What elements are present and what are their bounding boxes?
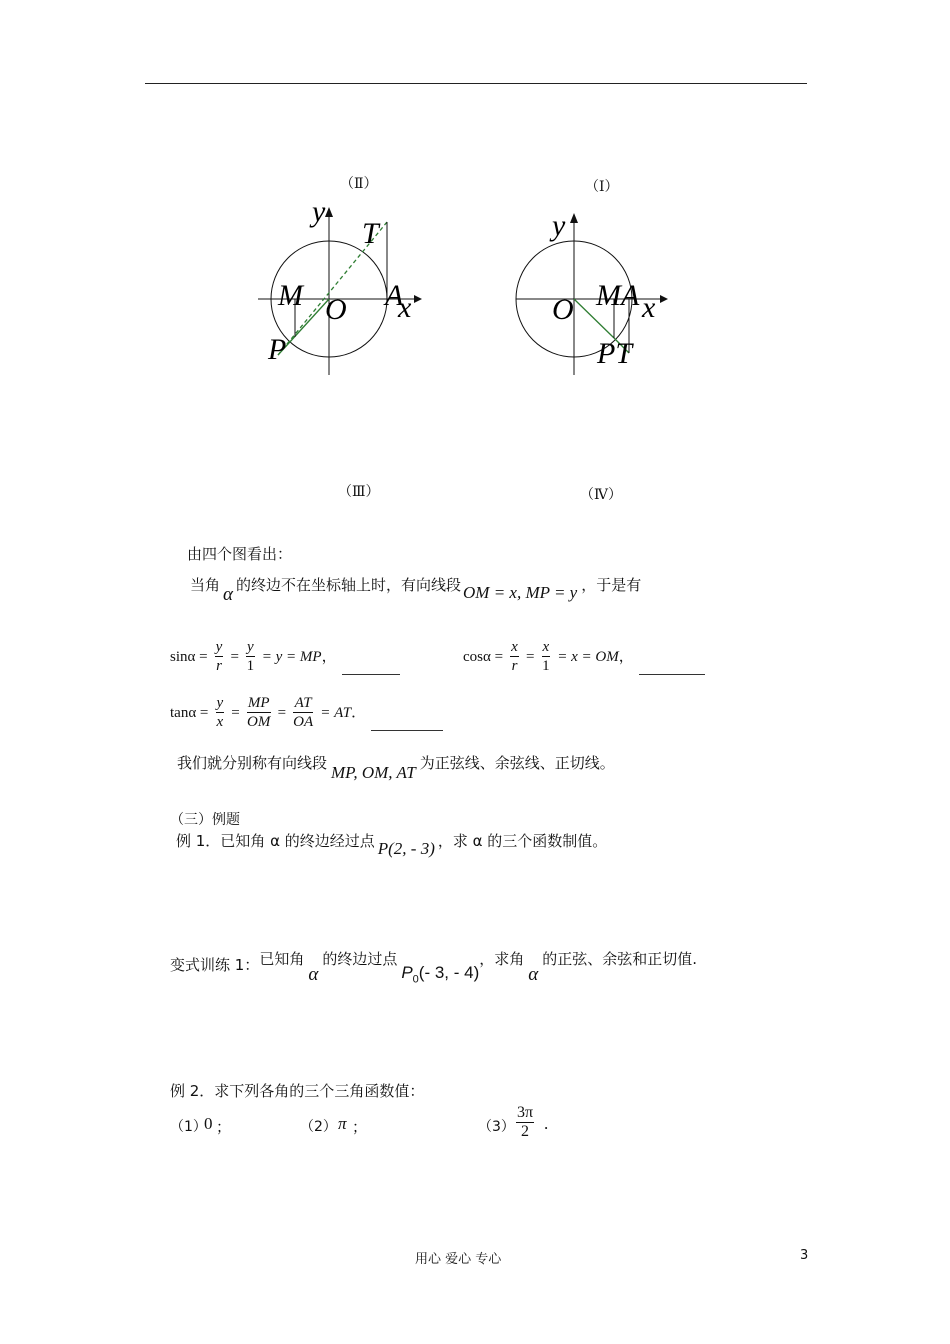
figure-caption-1: （Ⅰ） bbox=[585, 179, 619, 195]
example-2-item-1-label: （1） bbox=[170, 1119, 207, 1135]
tan-tail: = AT bbox=[320, 705, 352, 721]
sin-frac-2 bbox=[246, 638, 255, 675]
label-A: A bbox=[385, 279, 404, 312]
tan-frac-3-den: OA bbox=[293, 714, 314, 730]
cos-tail: = x = OM bbox=[557, 649, 619, 665]
variant-1-point-P: P bbox=[401, 963, 413, 982]
example-2-item-2-value: π bbox=[338, 1114, 347, 1133]
variant-1-alpha-2: α bbox=[528, 964, 539, 985]
variant-1-text-2: 的终边过点 bbox=[322, 950, 398, 968]
tan-eq-1: = bbox=[231, 705, 240, 721]
example-2-item-1-semicolon: ； bbox=[216, 1118, 232, 1136]
label-MA: MA bbox=[596, 279, 640, 312]
example-2-heading: 例 2．求下列各角的三个三角函数值： bbox=[170, 1082, 425, 1100]
y-axis-arrow bbox=[325, 207, 333, 217]
when-middle: 的终边不在坐标轴上时，有向线段 bbox=[236, 576, 462, 594]
example-1-prefix: 例 1．已知角 α 的终边经过点 bbox=[176, 832, 375, 850]
variant-1-point-coords: (- 3, - 4) bbox=[418, 963, 480, 982]
sin-frac-1 bbox=[215, 638, 224, 675]
example-2-item-1-value: 0 bbox=[204, 1114, 213, 1133]
label-PT: PT bbox=[597, 337, 633, 370]
sin-blank bbox=[342, 660, 400, 675]
example-2-item-2-label: （2） bbox=[300, 1119, 337, 1135]
example-1-suffix: ，求 α 的三个函数制值。 bbox=[437, 832, 608, 850]
sin-frac-2-num: y bbox=[247, 639, 254, 655]
tan-frac-1-den: x bbox=[216, 714, 224, 730]
example-2-item-3-fraction bbox=[516, 1104, 534, 1141]
variant-1-text-3: ，求角 bbox=[479, 950, 525, 968]
cos-eq: = bbox=[525, 649, 535, 665]
cos-frac-1-den: r bbox=[511, 658, 518, 674]
tan-frac-2 bbox=[247, 694, 271, 731]
label-P: P bbox=[268, 333, 287, 366]
label-M: M bbox=[278, 279, 303, 312]
example-2-item-3-label: （3） bbox=[478, 1119, 515, 1135]
naming-suffix: 为正弦线、余弦线、正切线。 bbox=[419, 754, 615, 772]
figure-caption-3: （Ⅲ） bbox=[338, 484, 380, 500]
variant-1-text-1: 已知角 bbox=[259, 950, 305, 968]
examples-heading: （三）例题 bbox=[170, 812, 240, 828]
cos-formula bbox=[463, 638, 705, 675]
example-2-item-3-dot: . bbox=[544, 1114, 549, 1133]
tan-frac-2-num: MP bbox=[247, 695, 270, 711]
example-2-item-2-semicolon: ； bbox=[352, 1118, 368, 1136]
cos-frac-1 bbox=[510, 638, 519, 675]
example-2-item-3-num: 3π bbox=[517, 1104, 534, 1121]
example-2-items bbox=[170, 1104, 590, 1148]
tan-lead: tanα = bbox=[170, 705, 209, 721]
example-2-item-3-den: 2 bbox=[521, 1123, 530, 1140]
variant-1-point bbox=[401, 963, 480, 986]
figure-caption-4: （Ⅳ） bbox=[580, 487, 622, 503]
label-x: x bbox=[398, 291, 412, 324]
sin-frac-1-den: r bbox=[216, 658, 222, 674]
when-math: OM = x, MP = y bbox=[463, 583, 578, 602]
tan-frac-1 bbox=[216, 694, 225, 731]
tan-dot: ． bbox=[351, 703, 367, 721]
sin-frac-2-den: 1 bbox=[246, 658, 255, 674]
tan-frac-2-den: OM bbox=[247, 714, 271, 730]
footer-text: 用心 爱心 专心 bbox=[415, 1252, 502, 1267]
x-axis-arrow bbox=[660, 295, 668, 303]
sin-comma: ， bbox=[321, 647, 337, 665]
naming-prefix: 我们就分别称有向线段 bbox=[177, 754, 328, 772]
variant-1-label: 变式训练 1： bbox=[170, 956, 260, 974]
unit-circle-figure-2 bbox=[250, 195, 430, 385]
sin-formula bbox=[170, 638, 400, 675]
cos-frac-2 bbox=[542, 638, 551, 675]
cos-frac-2-den: 1 bbox=[542, 658, 550, 674]
naming-line bbox=[177, 752, 615, 784]
tan-eq-2: = bbox=[277, 705, 287, 721]
tan-formula bbox=[170, 694, 443, 731]
variant-1-alpha: α bbox=[308, 964, 319, 985]
label-O: O bbox=[325, 293, 347, 326]
variant-1 bbox=[170, 950, 698, 990]
intro-text: 由四个图看出： bbox=[187, 545, 293, 563]
y-axis-arrow bbox=[570, 213, 578, 223]
label-y: y bbox=[552, 209, 566, 242]
label-x: x bbox=[642, 291, 656, 324]
tan-blank bbox=[371, 716, 443, 731]
tan-frac-3-num: AT bbox=[294, 695, 312, 711]
example-1 bbox=[176, 830, 607, 862]
tan-frac-3 bbox=[293, 694, 313, 731]
header-rule bbox=[145, 83, 807, 84]
label-T: T bbox=[362, 217, 379, 250]
naming-math: MP, OM, AT bbox=[331, 763, 416, 782]
sin-lead: sinα = bbox=[170, 649, 208, 665]
cos-frac-2-num: x bbox=[542, 639, 550, 655]
cos-lead: cosα = bbox=[463, 649, 504, 665]
alpha-symbol: α bbox=[223, 584, 233, 605]
sin-tail: = y = MP bbox=[261, 649, 322, 665]
variant-1-text-4: 的正弦、余弦和正切值. bbox=[542, 950, 698, 968]
cos-frac-1-num: x bbox=[511, 639, 518, 655]
example-1-point: P(2, - 3) bbox=[377, 839, 435, 858]
figure-caption-2: （Ⅱ） bbox=[340, 176, 378, 192]
x-axis-arrow bbox=[414, 295, 422, 303]
sin-eq: = bbox=[230, 649, 239, 665]
variant-1-point-sub: 0 bbox=[412, 973, 419, 986]
tan-frac-1-num: y bbox=[216, 695, 224, 711]
cos-blank bbox=[639, 660, 705, 675]
when-prefix: 当角 bbox=[190, 576, 221, 594]
page-number: 3 bbox=[800, 1248, 809, 1263]
unit-circle-figure-1 bbox=[500, 195, 680, 385]
when-line bbox=[190, 574, 641, 606]
sin-frac-1-num: y bbox=[215, 639, 223, 655]
label-O: O bbox=[552, 293, 574, 326]
cos-comma: ， bbox=[618, 647, 634, 665]
when-suffix: ，于是有 bbox=[581, 576, 642, 594]
label-y: y bbox=[312, 195, 326, 228]
